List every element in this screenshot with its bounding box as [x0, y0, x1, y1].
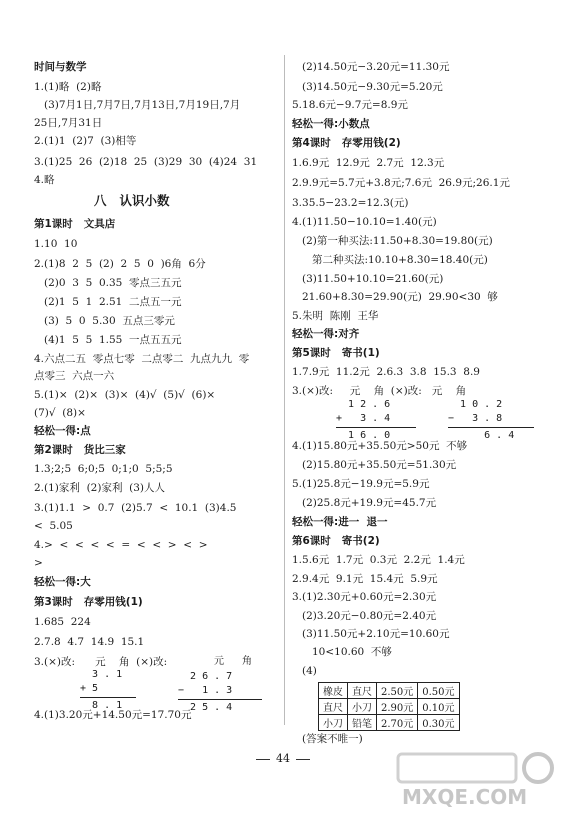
answer-line: 1.6.9元 12.9元 2.7元 12.3元	[292, 157, 445, 169]
calc-rule	[178, 699, 262, 700]
vertical-addition	[336, 398, 426, 448]
calc-row: 2 5 . 4	[178, 702, 233, 713]
answer-line: 3.(×)改: 元 角 (×)改: 元 角	[292, 385, 467, 397]
calc-row: 6 . 4	[448, 430, 515, 441]
table-cell: 0.30元	[418, 715, 459, 731]
calc-row: + 3 . 4	[336, 413, 391, 424]
table-cell: 小刀	[319, 715, 348, 731]
answer-line: 2.(1)家利 (2)家利 (3)人人	[34, 482, 165, 494]
table-cell: 橡皮	[319, 683, 348, 699]
answer-line: 4.(1)11.50−10.10=1.40(元)	[292, 216, 437, 228]
tip-line: 轻松一得:点	[34, 425, 91, 437]
calc-row: 8 . 1	[80, 700, 123, 711]
vertical-subtraction	[178, 653, 268, 717]
answer-line: 5.(1)× (2)× (3)× (4)√ (5)√ (6)×	[34, 389, 216, 401]
answer-line: (3)14.50元−9.30元=5.20元	[302, 81, 443, 93]
vertical-subtraction	[448, 398, 540, 448]
column-divider	[284, 55, 285, 725]
table-cell: 2.90元	[377, 699, 418, 715]
answer-line: 3.35.5−23.2=12.3(元)	[292, 197, 409, 209]
table-cell: 0.50元	[418, 683, 459, 699]
answer-line: 21.60+8.30=29.90(元) 29.90<30 够	[302, 291, 498, 303]
table-label: (4)	[302, 665, 317, 677]
answer-line: (3)7月1日,7月7日,7月13日,7月19日,7月	[44, 99, 241, 111]
answer-line: 5.朱明 陈刚 王华	[292, 310, 379, 322]
table-cell: 2.50元	[377, 683, 418, 699]
lesson-heading: 第5课时 寄书(1)	[292, 347, 380, 359]
table-row	[319, 715, 460, 731]
calc-row: 1 0 . 2	[448, 399, 503, 410]
price-table	[318, 682, 460, 731]
table-cell: 铅笔	[348, 715, 377, 731]
lesson-heading: 第4课时 存零用钱(2)	[292, 137, 401, 149]
answer-line: 1.(1)略 (2)略	[34, 81, 102, 93]
answer-line: 点零三 六点一六	[34, 370, 115, 382]
vertical-addition	[76, 668, 146, 718]
table-cell: 直尺	[319, 699, 348, 715]
tip-line: 轻松一得:进一 退一	[292, 516, 388, 528]
answer-line: 4.(1)15.80元+35.50元>50元 不够	[292, 440, 468, 452]
calc-rule	[448, 427, 534, 428]
answer-line: (4)1 5 5 1.55 一点五五元	[44, 334, 182, 346]
table-row	[319, 683, 460, 699]
note-line: (答案不唯一)	[302, 733, 363, 745]
answer-line: 2.9.4元 9.1元 15.4元 5.9元	[292, 573, 438, 585]
answer-line: 2.7.8 4.7 14.9 15.1	[34, 636, 145, 648]
answer-line: 2.(1)1 (2)7 (3)相等	[34, 135, 137, 147]
answer-line: 5.18.6元−9.7元=8.9元	[292, 99, 408, 111]
watermark-logo	[388, 748, 558, 810]
answer-line: 25日,7月31日	[34, 117, 103, 129]
tip-line: 轻松一得:大	[34, 576, 91, 588]
answer-line: < 5.05	[34, 520, 73, 532]
calc-rule	[336, 427, 416, 428]
answer-line: 3.(1)25 26 (2)18 25 (3)29 30 (4)24 31	[34, 156, 258, 168]
calc-row: + 5	[80, 683, 123, 694]
answer-line: >	[34, 557, 43, 569]
section-heading: 时间与数学	[34, 61, 87, 73]
unit-title: 八 认识小数	[94, 193, 170, 208]
answer-line: 3.(1)2.30元+0.60元=2.30元	[292, 591, 437, 603]
answer-line: (2)1 5 1 2.51 二点五一元	[44, 296, 182, 308]
answer-line: 1.7.9元 11.2元 2.6.3 3.8 15.3 8.9	[292, 366, 480, 378]
answer-line: 1.10 10	[34, 238, 78, 250]
answer-line: (2)0 3 5 0.35 零点三五元	[44, 277, 182, 289]
answer-line: (2)15.80元+35.50元=51.30元	[302, 459, 457, 471]
calc-rule	[80, 697, 136, 698]
lesson-heading: 第3课时 存零用钱(1)	[34, 596, 143, 608]
answer-line: 5.(1)25.8元−19.9元=5.9元	[292, 478, 430, 490]
answer-line: 10<10.60 不够	[312, 646, 392, 658]
table-row	[319, 699, 460, 715]
answer-line: (3) 5 0 5.30 五点三零元	[44, 315, 175, 327]
answer-line: 第二种买法:10.10+8.30=18.40(元)	[312, 254, 488, 266]
answer-line: (2)3.20元−0.80元=2.40元	[302, 610, 437, 622]
answer-line: (3)11.50+10.10=21.60(元)	[302, 273, 444, 285]
calc-row: − 1 . 3	[178, 685, 233, 696]
answer-line: 4.六点二五 零点七零 二点零二 九点九九 零	[34, 353, 250, 365]
watermark-text: MXQE.COM	[402, 785, 528, 809]
answer-line: 1.5.6元 1.7元 0.3元 2.2元 1.4元	[292, 554, 465, 566]
calc-row: 3 . 1	[80, 669, 123, 680]
answer-line: 3.(1)1.1 > 0.7 (2)5.7 < 10.1 (3)4.5	[34, 502, 237, 514]
calc-row: 2 6 . 7	[178, 671, 233, 682]
table-cell: 小刀	[348, 699, 377, 715]
answer-line: (2)14.50元−3.20元=11.30元	[302, 61, 450, 73]
answer-line: 3.(×)改: 元 角 (×)改:	[34, 656, 168, 668]
lesson-heading: 第2课时 货比三家	[34, 444, 126, 456]
lesson-heading: 第6课时 寄书(2)	[292, 535, 380, 547]
answer-line: 4.略	[34, 174, 55, 186]
answer-line: (2)25.8元+19.9元=45.7元	[302, 497, 437, 509]
answer-line: 4.> < < < < = < < > < >	[34, 539, 208, 551]
answer-line: (2)第一种买法:11.50+8.30=19.80(元)	[302, 235, 493, 247]
calc-row: 1 6 . 0	[336, 430, 391, 441]
answer-line: 1.3;2;5 6;0;5 0;1;0 5;5;5	[34, 463, 173, 475]
calc-row: 1 2 . 6	[336, 399, 391, 410]
answer-line: 2.9.9元=5.7元+3.8元;7.6元 26.9元;26.1元	[292, 177, 510, 189]
calc-header: 元 角	[214, 656, 253, 667]
table-cell: 2.70元	[377, 715, 418, 731]
answer-line: 4.(1)3.20元+14.50元=17.70元	[34, 709, 192, 721]
tip-line: 轻松一得:对齐	[292, 328, 360, 340]
lesson-heading: 第1课时 文具店	[34, 218, 116, 230]
answer-line: 1.685 224	[34, 616, 91, 628]
answer-line: (3)11.50元+2.10元=10.60元	[302, 628, 450, 640]
calc-row: − 3 . 8	[448, 413, 503, 424]
tip-line: 轻松一得:小数点	[292, 118, 370, 130]
answer-line: 2.(1)8 2 5 (2) 2 5 0 )6角 6分	[34, 258, 206, 270]
table-cell: 直尺	[348, 683, 377, 699]
page-number: 44	[0, 752, 566, 765]
answer-line: (7)√ (8)×	[34, 407, 86, 419]
table-cell: 0.10元	[418, 699, 459, 715]
